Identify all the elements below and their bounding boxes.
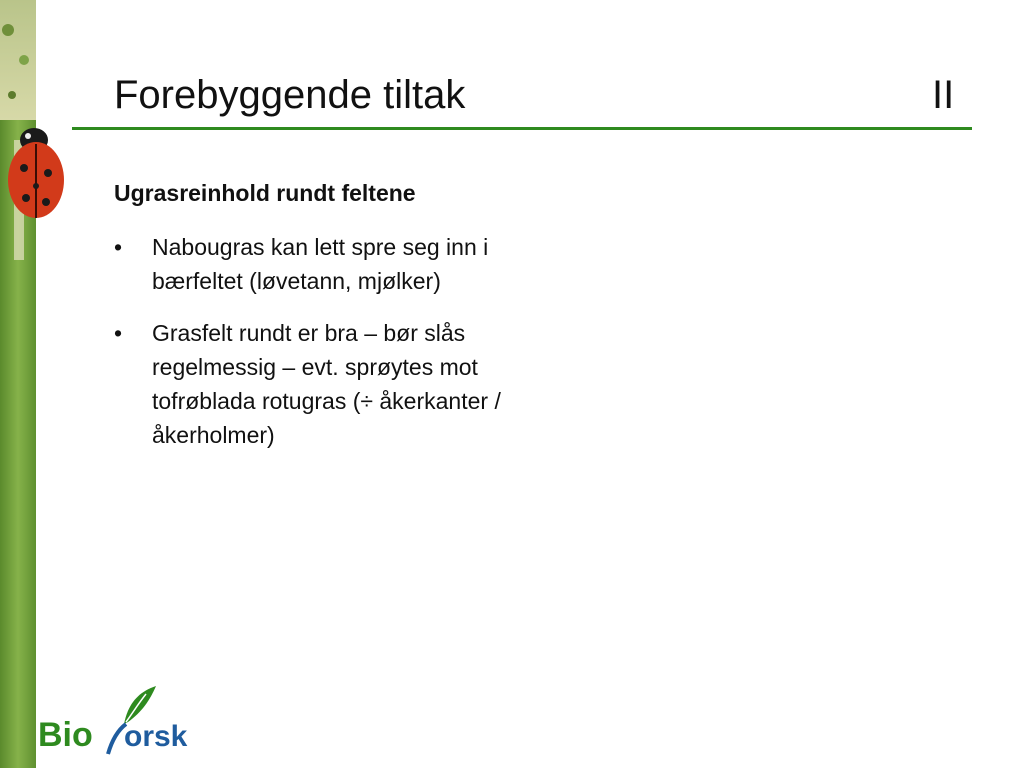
title-divider xyxy=(72,127,972,130)
slide-title-number: II xyxy=(932,73,955,117)
plant-stem-ladybug-image xyxy=(0,0,36,768)
bullet-icon: • xyxy=(114,234,123,260)
ladybug-icon xyxy=(4,118,68,222)
bullet-item xyxy=(114,230,514,298)
svg-text:Bio: Bio xyxy=(38,716,93,754)
bullet-text: Grasfelt rundt er bra – bør slås regelmessig – evt. sprøytes mot tofrøblada rotugras (÷ åkerkanter / åkerholmer) xyxy=(152,320,501,448)
svg-text:orsk: orsk xyxy=(124,720,188,753)
bullet-item xyxy=(114,316,514,452)
section-heading: Ugrasreinhold rundt feltene xyxy=(114,180,416,206)
bioforsk-logo xyxy=(38,684,188,756)
bullet-icon: • xyxy=(114,320,123,346)
bullet-list xyxy=(114,230,514,470)
slide-title: Forebyggende tiltak xyxy=(114,73,466,117)
bullet-text: Nabougras kan lett spre seg inn i bærfeltet (løvetann, mjølker) xyxy=(152,234,489,294)
